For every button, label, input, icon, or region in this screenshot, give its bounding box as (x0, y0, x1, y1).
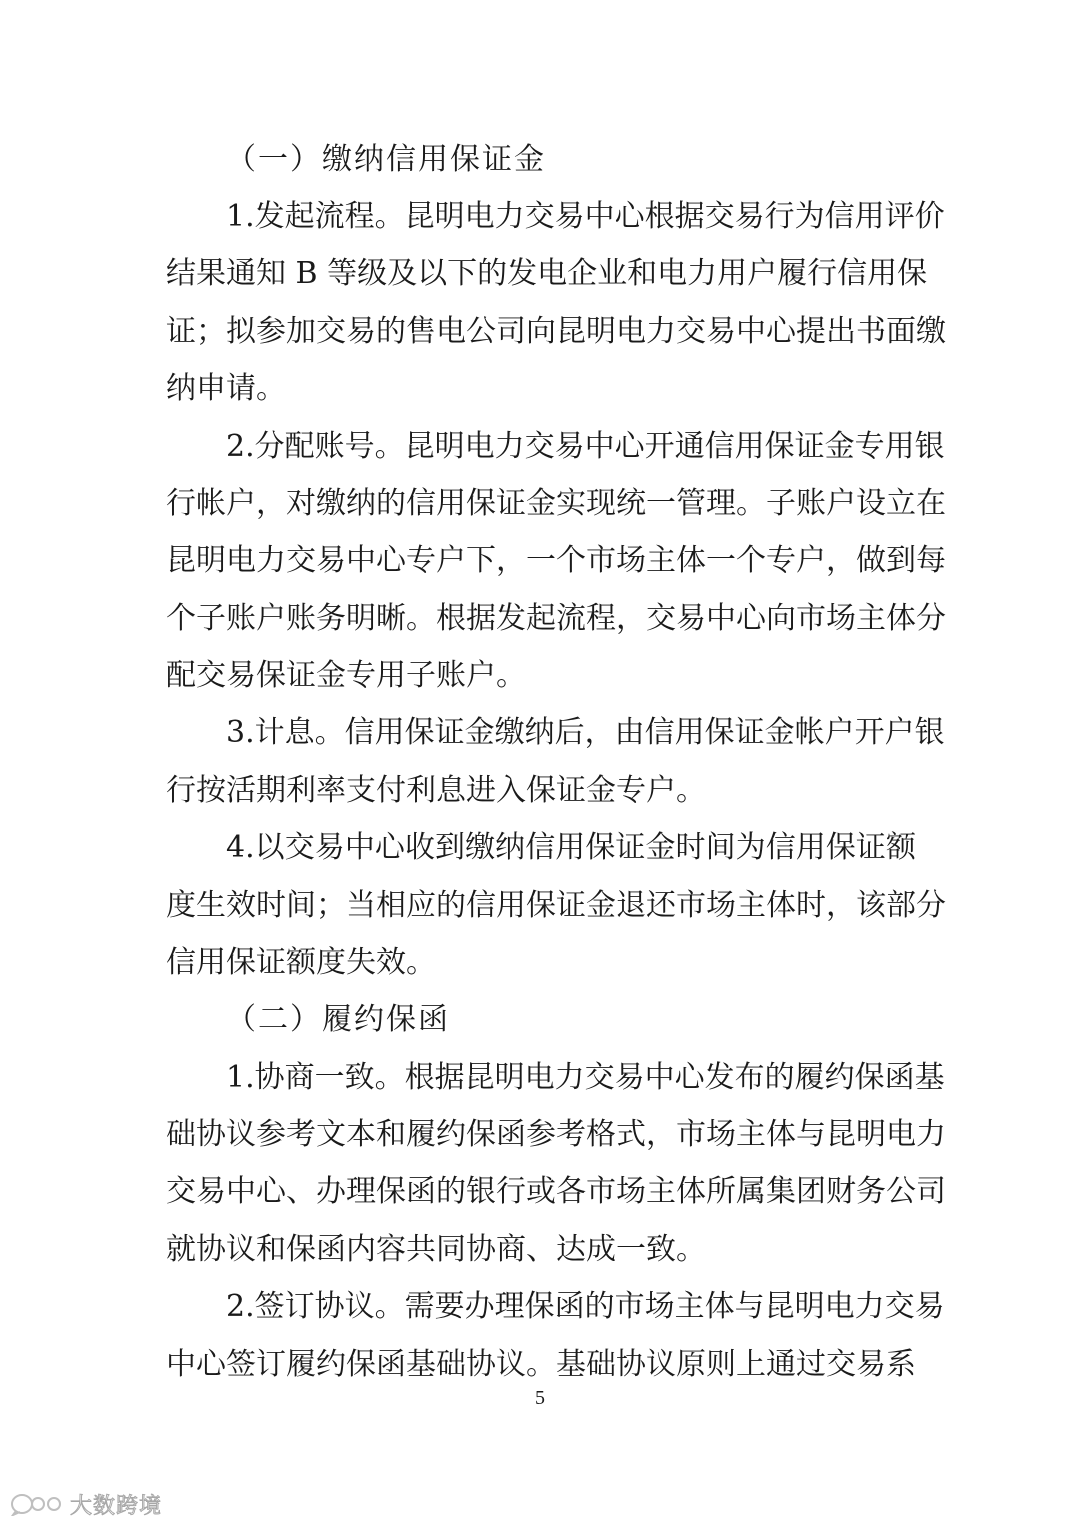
section-heading-2: （二）履约保函 (226, 1002, 450, 1037)
page-number: 5 (535, 1387, 545, 1409)
section-heading-1: （一）缴纳信用保证金 (226, 142, 546, 177)
paragraph-line: 4.以交易中心收到缴纳信用保证金时间为信用保证额 (226, 830, 916, 865)
paragraph-line: 3.计息。信用保证金缴纳后，由信用保证金帐户开户银 (226, 715, 945, 750)
watermark-text: 大数跨境 (70, 1493, 163, 1519)
paragraph-line: 证；拟参加交易的售电公司向昆明电力交易中心提出书面缴 (166, 314, 946, 349)
paragraph-line: 度生效时间；当相应的信用保证金退还市场主体时，该部分 (166, 888, 946, 923)
paragraph-line: 信用保证额度失效。 (166, 945, 436, 980)
paragraph-line: 就协议和保函内容共同协商、达成一致。 (166, 1232, 706, 1267)
paragraph-line: 1.协商一致。根据昆明电力交易中心发布的履约保函基 (226, 1060, 945, 1095)
paragraph-line: 行按活期利率支付利息进入保证金专户。 (166, 773, 706, 808)
paragraph-line: 2.签订协议。需要办理保函的市场主体与昆明电力交易 (226, 1289, 945, 1324)
paragraph-line: 中心签订履约保函基础协议。基础协议原则上通过交易系 (166, 1347, 916, 1382)
paragraph-line: 础协议参考文本和履约保函参考格式，市场主体与昆明电力 (166, 1117, 946, 1152)
paragraph-line: 1.发起流程。昆明电力交易中心根据交易行为信用评价 (226, 199, 945, 234)
paragraph-line: 2.分配账号。昆明电力交易中心开通信用保证金专用银 (226, 429, 945, 464)
paragraph-line: 结果通知 B 等级及以下的发电企业和电力用户履行信用保 (166, 256, 928, 291)
paragraph-line: 昆明电力交易中心专户下，一个市场主体一个专户，做到每 (166, 543, 946, 578)
paragraph-line: 纳申请。 (166, 371, 286, 406)
paragraph-line: 配交易保证金专用子账户。 (166, 658, 526, 693)
watermark (10, 1490, 162, 1518)
paragraph-line: 个子账户账务明晰。根据发起流程，交易中心向市场主体分 (166, 601, 946, 636)
paragraph-line: 交易中心、办理保函的银行或各市场主体所属集团财务公司 (166, 1174, 946, 1209)
paragraph-line: 行帐户，对缴纳的信用保证金实现统一管理。子账户设立在 (166, 486, 946, 521)
chat-bubble-logo-icon (10, 1492, 66, 1516)
